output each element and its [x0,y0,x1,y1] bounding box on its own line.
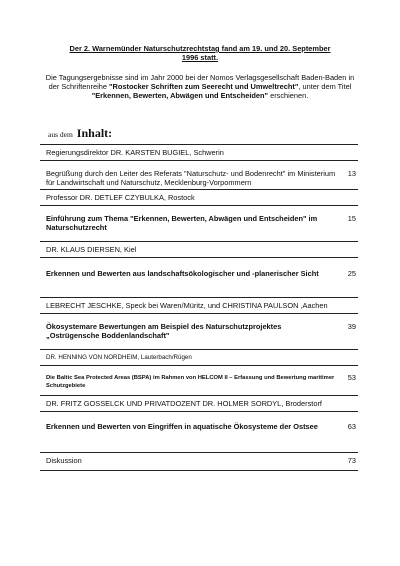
toc-entry [40,374,358,390]
entry-page-number: 53 [347,373,356,382]
intro-text-1: Die Tagungsergebnisse sind im Jahr 2000 bei der Nomos Verlagsgesellschaft Baden-Baden in der Schriftenreihe [45,73,355,91]
toc-entry [40,214,358,232]
divider [40,313,358,314]
toc-final-entry [40,456,358,470]
toc-entry [40,169,358,187]
entry-title: Erkennen und Bewerten aus landschaftsökologischer und -planerischer Sicht [46,269,319,278]
toc-entry [40,422,358,431]
toc-entry [40,269,358,278]
section-author: DR. KLAUS DIERSEN, Kiel [46,245,137,254]
intro-text-2: , unter dem Titel [298,82,352,91]
contents-title: Inhalt: [76,126,113,140]
divider [40,160,358,161]
toc-entry [40,456,358,465]
headline-line-2: 1996 statt. [181,53,219,62]
toc-entry [40,322,358,340]
intro-text-3: erschienen. [268,91,309,100]
entry-title: Ökosystemare Bewertungen am Beispiel des Naturschutzprojektes „Ostrügensche Boddenlandschaft" [46,322,282,340]
book-title: "Erkennen, Bewerten, Abwägen und Entscheiden" [91,91,269,100]
divider [40,365,358,366]
section-author: Professor DR. DETLEF CZYBULKA, Rostock [46,193,195,202]
divider [40,411,358,412]
toc-section [40,298,358,349]
section-author: DR. FRITZ GOSSELCK UND PRIVATDOZENT DR. HOLMER SORDYL, Broderstorf [46,399,322,408]
entry-page-number: 63 [347,422,356,431]
toc-section [40,190,358,241]
table-of-contents [40,144,358,471]
section-author: LEBRECHT JESCHKE, Speck bei Waren/Müritz, und CHRISTINA PAULSON ,Aachen [46,301,328,310]
entry-page-number: 15 [347,214,356,223]
series-title: "Rostocker Schriften zum Seerecht und Umweltrecht" [109,82,299,91]
entry-title: Begrüßung durch den Leiter des Referats "Naturschutz- und Bodenrecht" im Ministerium für Landwirtschaft und Naturschutz, Mecklenburg-Vorpommern [46,169,336,187]
divider [40,452,358,453]
section-author: Regierungsdirektor DR. KARSTEN BUGIEL, Schwerin [46,148,224,157]
contents-prefix: aus dem [48,130,73,139]
divider [40,257,358,258]
entry-page-number: 25 [347,269,356,278]
headline-line-1: Der 2. Warnemünder Naturschutzrechtstag fand am 19. und 20. September [69,44,331,53]
entry-page-number: 39 [347,322,356,331]
divider [40,470,358,471]
contents-heading [48,124,112,142]
toc-section [40,350,358,395]
entry-title: Die Baltic Sea Protected Areas (BSPA) im Rahmen von HELCOM II – Erfassung und Bewertung maritimer Schutzgebiete [46,375,335,389]
toc-section [40,396,358,452]
publication-intro [40,73,360,100]
entry-title: Einführung zum Thema "Erkennen, Bewerten, Abwägen und Entscheiden" im Naturschutzrecht [46,214,318,232]
conference-headline [40,44,360,62]
section-author: DR. HENNING VON NORDHEIM, Lauterbach/Rügen [46,354,192,361]
toc-section [40,145,358,189]
entry-page-number: 73 [347,456,356,465]
divider [40,205,358,206]
toc-section [40,242,358,297]
entry-title: Erkennen und Bewerten von Eingriffen in aquatische Ökosysteme der Ostsee [46,422,318,431]
entry-page-number: 13 [347,169,356,178]
entry-title: Diskussion [46,456,82,465]
